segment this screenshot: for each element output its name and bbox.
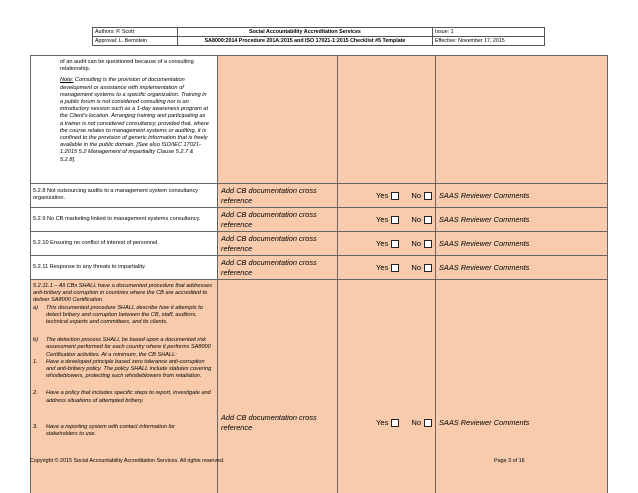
note-line: confined to the provision of generic information that is freely	[60, 135, 208, 142]
requirement-text: 5.2.11.1 – All CBs SHALL have a documented procedure that addresses	[33, 283, 213, 289]
note-line: 5.2.8].	[60, 156, 76, 163]
table-row-continuation	[30, 55, 608, 183]
note-line: management systems to a specific organization. Training in	[60, 91, 207, 98]
cb-reference-text[interactable]: Add CB documentation cross reference	[221, 258, 317, 277]
reviewer-comments[interactable]: SAAS Reviewer Comments	[439, 191, 530, 200]
reviewer-comments[interactable]: SAAS Reviewer Comments	[439, 215, 530, 224]
yes-label: Yes	[376, 191, 389, 200]
list-item-text: Have a developed principle based zero tolerance anti-corruption	[46, 358, 205, 365]
note-line: 1:2015 5.2 Management of impartiality Clause 5.2.7 &	[60, 149, 194, 156]
list-marker: 2.	[33, 390, 38, 397]
yes-checkbox[interactable]	[391, 240, 399, 248]
effective-date: Effective: November 17, 2015	[433, 37, 545, 46]
requirement-cell	[30, 232, 217, 255]
cb-reference-text[interactable]: Add CB documentation cross reference	[221, 413, 317, 432]
requirement-cell	[30, 184, 217, 207]
consulting-note	[60, 77, 216, 163]
no-checkbox[interactable]	[424, 419, 432, 427]
list-item-text: Have a policy that includes specific steps to report, investigate and	[46, 390, 211, 397]
reference-cell[interactable]	[217, 256, 337, 279]
requirement-text: 5.2.8 Not outsourcing audits to a management system consultancy	[33, 188, 199, 194]
list-marker: a)	[33, 304, 38, 311]
yes-no-cell	[337, 256, 435, 279]
approval: Approval: L. Bernstein	[93, 37, 178, 46]
continuation-line: of an audit can be questioned because of a consulting	[60, 59, 194, 65]
document-header	[92, 27, 545, 46]
yes-no-cell	[337, 232, 435, 255]
reviewer-comments[interactable]: SAAS Reviewer Comments	[439, 263, 530, 272]
list-item	[33, 305, 215, 327]
note-line: development or assistance with implementation of	[60, 84, 184, 91]
requirement-text: 5.2.9 No CB marketing linked to management systems consultancy.	[33, 216, 201, 222]
list-item-text: and anti-bribery policy. The policy SHALL include statutes covering	[46, 366, 212, 373]
reviewer-comments[interactable]: SAAS Reviewer Comments	[439, 239, 530, 248]
yes-label: Yes	[376, 418, 389, 427]
copyright: Copyright © 2015 Social Accountability Accreditation Services. All rights reserved.	[30, 458, 225, 464]
list-item	[33, 390, 215, 404]
no-label: No	[411, 215, 422, 224]
requirement-text: deliver SA8000 Certification.	[33, 297, 104, 304]
table-row	[30, 183, 608, 207]
comments-cell[interactable]	[435, 256, 608, 279]
requirement-cell	[30, 256, 217, 279]
comments-cell[interactable]	[435, 184, 608, 207]
no-checkbox[interactable]	[424, 216, 432, 224]
continuation-line: relationship.	[60, 66, 91, 73]
note-line: a trainer is not considered consultancy, provided that, where	[60, 120, 209, 127]
authors: Authors: P. Scott	[93, 28, 178, 37]
requirement-text: 5.2.10 Ensuring no conflict of interest of personnel.	[33, 240, 159, 246]
no-checkbox[interactable]	[424, 192, 432, 200]
table-row	[30, 255, 608, 279]
note-line: available in the public domain. [See also ISO/IEC 17021-	[60, 142, 201, 149]
note-line: Consulting is the provision of documentation	[73, 77, 185, 84]
list-item-text: Certification activities. At a minimum, the CB SHALL:	[46, 351, 177, 358]
yes-checkbox[interactable]	[391, 216, 399, 224]
reference-cell	[217, 56, 337, 183]
page-number: Page 3 of 16	[494, 458, 525, 464]
no-label: No	[411, 418, 422, 427]
organization-name: Social Accountability Accreditation Services	[178, 28, 433, 37]
note-label: Note:	[60, 77, 74, 84]
cb-reference-text[interactable]: Add CB documentation cross reference	[221, 234, 317, 253]
requirement-text: 5.2.11 Response to any threats to impartiality.	[33, 264, 146, 270]
list-item-text: stakeholders to use.	[46, 431, 97, 438]
cb-reference-text[interactable]: Add CB documentation cross reference	[221, 186, 317, 205]
requirement-cell	[30, 56, 217, 183]
comments-cell[interactable]	[435, 232, 608, 255]
issue: Issue: 1	[433, 28, 545, 37]
list-item-text: assessment performed for each country where it performs SA8000	[46, 344, 211, 351]
list-marker: 3.	[33, 423, 38, 430]
yes-label: Yes	[376, 263, 389, 272]
list-item-text: address situations of attempted bribery.	[46, 397, 144, 404]
note-line: the Client's location. Arranging training and participating as	[60, 113, 206, 120]
no-label: No	[411, 239, 422, 248]
table-row	[30, 207, 608, 231]
reference-cell[interactable]	[217, 232, 337, 255]
list-item	[33, 424, 215, 438]
requirement-text: organization.	[33, 195, 66, 202]
requirement-cell	[30, 208, 217, 231]
note-line: a public forum is not considered consulting nor is an	[60, 99, 189, 106]
comments-cell	[435, 56, 608, 183]
list-item	[33, 337, 215, 359]
comments-cell[interactable]	[435, 208, 608, 231]
yes-checkbox[interactable]	[391, 264, 399, 272]
list-item-text: This documented procedure SHALL describe how it attempts to	[46, 304, 203, 311]
reference-cell[interactable]	[217, 184, 337, 207]
no-checkbox[interactable]	[424, 240, 432, 248]
list-item-text: detect bribery and corruption between the CB, staff, auditors,	[46, 311, 197, 318]
list-item-text: whistleblowers, protecting such whistleblowers from retaliation.	[46, 373, 202, 380]
reviewer-comments[interactable]: SAAS Reviewer Comments	[439, 418, 530, 427]
list-marker: b)	[33, 337, 38, 344]
no-label: No	[411, 191, 422, 200]
yes-no-cell	[337, 208, 435, 231]
yes-no-cell	[337, 184, 435, 207]
requirement-text: anti-bribery and corruption in countries where the CB are accredited to	[33, 290, 208, 297]
yes-checkbox[interactable]	[391, 419, 399, 427]
template-title: SA8000:2014 Procedure 201A:2015 and ISO 17021-1:2015 Checklist #5 Template	[178, 37, 433, 46]
yes-no-cell	[337, 280, 435, 493]
no-label: No	[411, 263, 422, 272]
table-row	[30, 231, 608, 255]
continuation-text	[60, 59, 216, 164]
list-item-text: Have a reporting system with contact information for	[46, 423, 176, 430]
list-item-text: technical experts and committees, and its clients.	[46, 319, 168, 326]
no-checkbox[interactable]	[424, 264, 432, 272]
cb-reference-text[interactable]: Add CB documentation cross reference	[221, 210, 317, 229]
yes-checkbox[interactable]	[391, 192, 399, 200]
note-line: introductory session such as a 1-day awareness program at	[60, 106, 208, 113]
list-item-text: The detection process SHALL be based upon a documented risk	[46, 337, 207, 344]
yes-label: Yes	[376, 215, 389, 224]
yes-label: Yes	[376, 239, 389, 248]
list-item	[33, 359, 215, 381]
reference-cell[interactable]	[217, 208, 337, 231]
reference-cell[interactable]	[217, 280, 337, 493]
note-line: the course relates to management systems or auditing, it is	[60, 127, 207, 134]
yes-no-cell	[337, 56, 435, 183]
list-marker: 1.	[33, 358, 38, 365]
